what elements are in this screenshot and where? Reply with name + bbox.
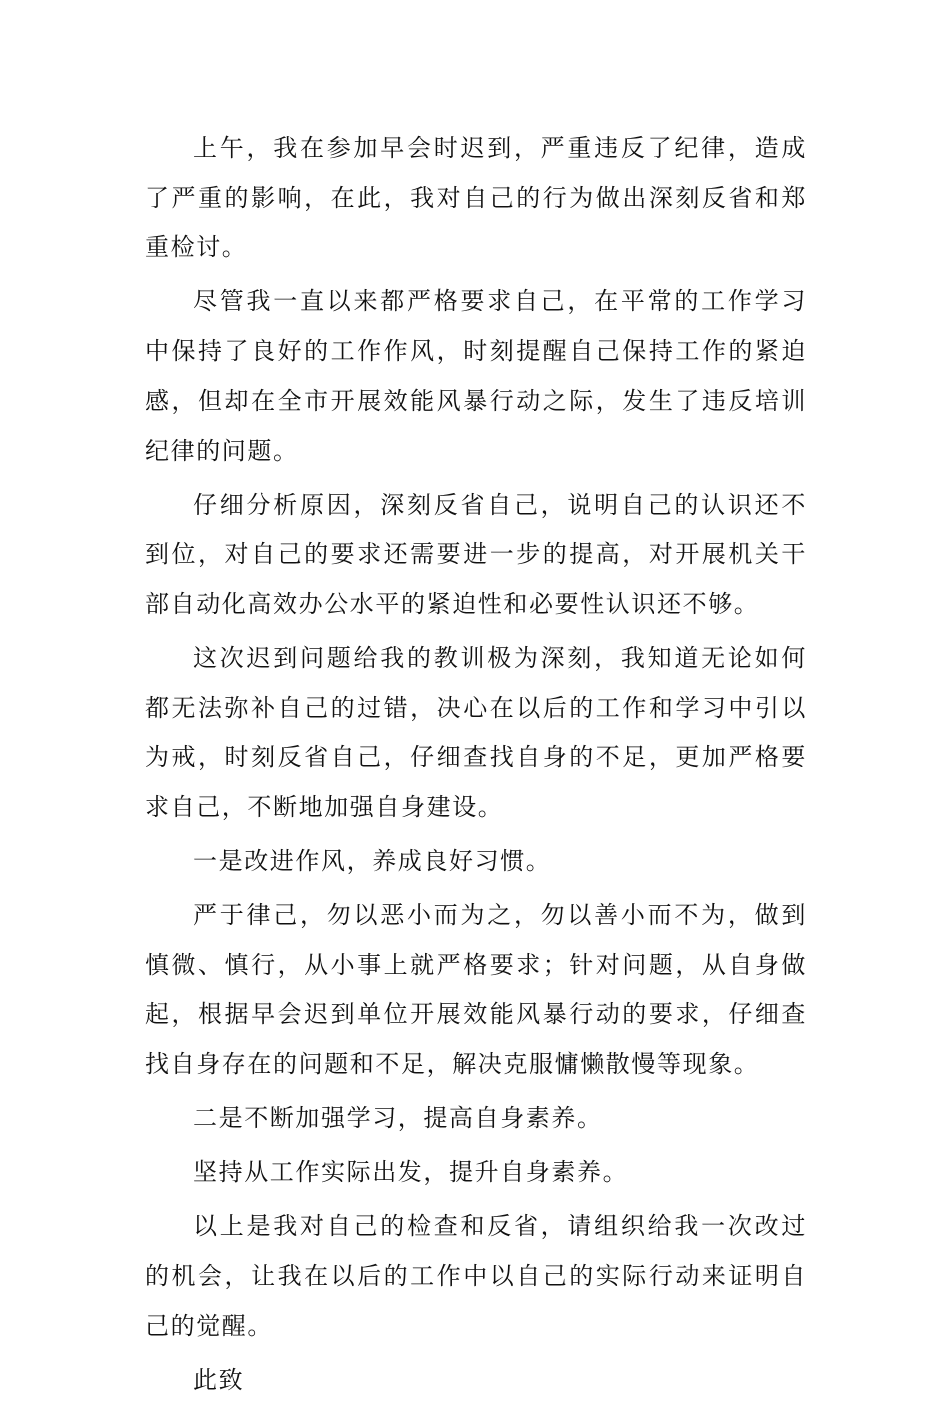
document-body	[145, 124, 807, 1410]
paragraph: 二是不断加强学习，提高自身素养。	[193, 1104, 603, 1133]
closing-salutation: 此致	[193, 1365, 245, 1394]
paragraph: 一是改进作风，养成良好习惯。	[193, 847, 552, 876]
paragraph: 仔细分析原因，深刻反省自己，说明自己的认识还不到位，对自己的要求还需要进一步的提高，对开展机关干部自动化高效办公水平的紧迫性和必要性认识还不够。	[145, 490, 807, 618]
paragraph: 严于律己，勿以恶小而为之，勿以善小而不为，做到慎微、慎行，从小事上就严格要求；针对问题，从自身做起，根据早会迟到单位开展效能风暴行动的要求，仔细查找自身存在的问题和不足，解决克服慵懒散慢等现象。	[145, 901, 807, 1079]
paragraph: 尽管我一直以来都严格要求自己，在平常的工作学习中保持了良好的工作作风，时刻提醒自己保持工作的紧迫感，但却在全市开展效能风暴行动之际，发生了违反培训纪律的问题。	[145, 287, 807, 465]
paragraph: 这次迟到问题给我的教训极为深刻，我知道无论如何都无法弥补自己的过错，决心在以后的工作和学习中引以为戒，时刻反省自己，仔细查找自身的不足，更加严格要求自己，不断地加强自身建设。	[145, 643, 807, 822]
paragraph: 上午，我在参加早会时迟到，严重违反了纪律，造成了严重的影响，在此，我对自己的行为做出深刻反省和郑重检讨。	[145, 134, 807, 262]
paragraph: 坚持从工作实际出发，提升自身素养。	[193, 1158, 629, 1187]
paragraph: 以上是我对自己的检查和反省，请组织给我一次改过的机会，让我在以后的工作中以自己的实际行动来证明自己的觉醒。	[145, 1212, 807, 1340]
